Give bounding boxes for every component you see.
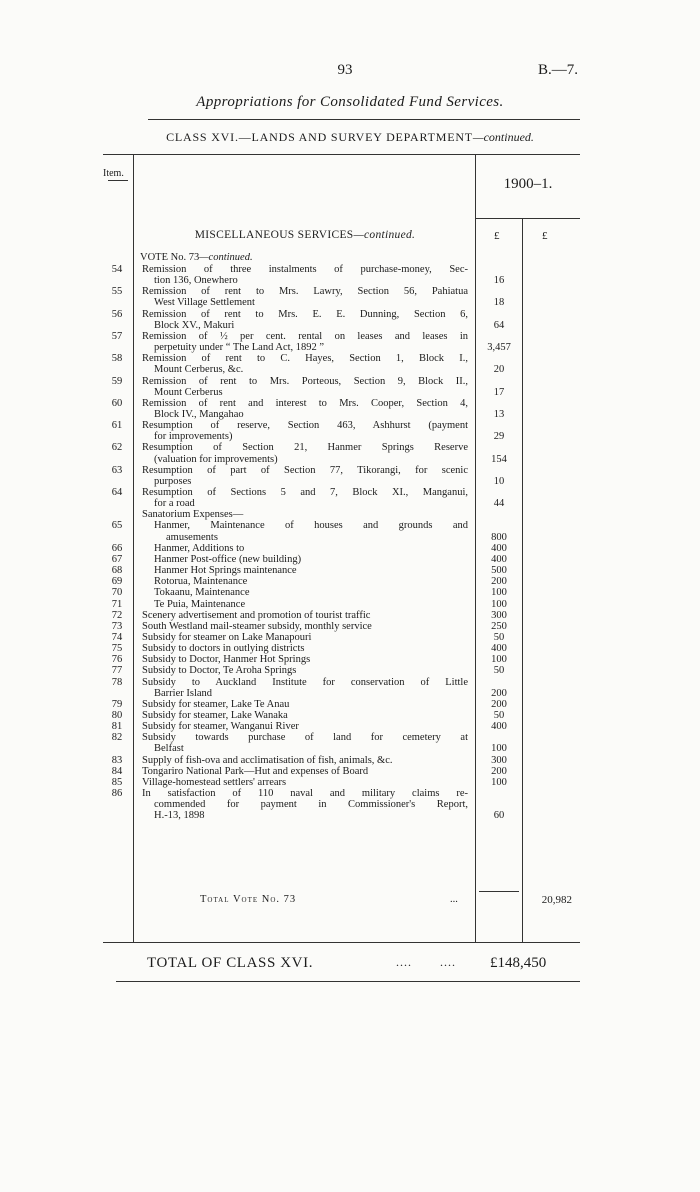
item-number: 76 <box>111 654 123 666</box>
item-number: 61 <box>111 420 123 432</box>
item-number: 79 <box>111 698 123 710</box>
vote-suffix: —continued. <box>199 252 253 263</box>
item-number: 57 <box>111 330 123 342</box>
item-description: Subsidy to Doctor, Te Aroha Springs <box>142 665 297 677</box>
class-title-suffix: —continued. <box>472 130 534 144</box>
item-description: (valuation for improvements) <box>154 453 278 465</box>
item-description: Block IV., Mangahao <box>154 408 244 420</box>
item-description: Subsidy for steamer, Lake Te Anau <box>142 698 290 710</box>
item-amount: 400 <box>491 542 507 554</box>
table-top-rule <box>103 154 580 155</box>
item-description: Resumption of part of Section 77, Tikorangi, for scenic <box>142 464 468 476</box>
item-description: Subsidy to Auckland Institute for conservation of Little <box>142 676 468 688</box>
item-amount: 400 <box>491 553 507 565</box>
item-description: Resumption of Sections 5 and 7, Block XI., Manganui, <box>142 487 468 498</box>
item-description: Hanmer, Maintenance of houses and grounds and <box>154 520 468 532</box>
total-vote-label: Total Vote No. 73 <box>200 894 297 905</box>
item-amount: 50 <box>493 665 505 677</box>
item-description: In satisfaction of 110 naval and military claims re- <box>142 788 468 800</box>
item-number: 75 <box>111 643 123 655</box>
item-column-header: Item. <box>103 168 124 179</box>
vote-label: VOTE No. 73 <box>140 252 200 263</box>
total-vote-value: 20,982 <box>541 894 572 906</box>
item-description: for improvements) <box>154 431 233 443</box>
desc-column-divider <box>475 154 476 942</box>
item-number: 66 <box>111 542 123 554</box>
class-title-main: CLASS XVI.—LANDS AND SURVEY DEPARTMENT <box>166 130 473 144</box>
item-number: 78 <box>111 676 123 688</box>
item-amount: 10 <box>493 475 505 487</box>
item-amount: 300 <box>491 609 507 621</box>
item-description: purposes <box>154 475 192 487</box>
item-number: 77 <box>111 665 123 677</box>
item-amount: 250 <box>491 620 507 632</box>
item-number: 68 <box>111 565 123 577</box>
item-description: Subsidy to Doctor, Hanmer Hot Springs <box>142 654 311 666</box>
item-number: 54 <box>111 264 123 275</box>
item-description: for a road <box>154 498 195 510</box>
item-number: 63 <box>111 464 123 476</box>
item-description: Subsidy for steamer, Lake Wanaka <box>142 710 288 721</box>
item-description: tion 136, Onewhero <box>154 275 238 287</box>
item-description: Sanatorium Expenses— <box>142 509 244 521</box>
item-description: Village-homestead settlers' arrears <box>142 776 287 788</box>
item-number: 81 <box>111 721 123 733</box>
class-total-label: TOTAL OF CLASS XVI. <box>147 955 314 971</box>
item-number: 84 <box>111 765 123 777</box>
item-description: Mount Cerberus, &c. <box>154 364 244 376</box>
item-number: 69 <box>111 576 123 588</box>
item-amount: 3,457 <box>487 342 511 354</box>
item-description: Belfast <box>154 743 184 755</box>
item-amount: 16 <box>493 275 505 287</box>
item-amount: 44 <box>493 498 505 510</box>
item-amount: 18 <box>493 297 505 309</box>
item-amount: 800 <box>491 531 507 543</box>
section-title <box>140 229 470 241</box>
item-description: perpetuity under “ The Land Act, 1892 ” <box>154 342 325 354</box>
item-description: Hanmer Post-office (new building) <box>154 553 302 565</box>
item-number: 80 <box>111 710 123 721</box>
item-amount: 200 <box>491 576 507 588</box>
subtotal-rule <box>479 891 519 892</box>
item-description: South Westland mail-steamer subsidy, monthly service <box>142 620 372 632</box>
title-rule <box>148 119 580 120</box>
item-description: Rotorua, Maintenance <box>154 576 248 588</box>
item-amount: 50 <box>493 710 505 721</box>
item-amount: 200 <box>491 765 507 777</box>
item-amount: 29 <box>493 431 505 443</box>
item-description: Remission of rent to Mrs. Porteous, Section 9, Block II., <box>142 375 468 387</box>
page-bottom-rule <box>116 981 580 982</box>
item-description: Tokaanu, Maintenance <box>154 587 250 599</box>
item-description: Remission of ½ per cent. rental on leases and leases in <box>142 330 468 342</box>
item-header-rule <box>108 180 128 181</box>
item-description: Subsidy for steamer, Wanganui River <box>142 721 299 733</box>
currency-header-1: £ <box>494 230 500 242</box>
item-number: 59 <box>111 375 123 387</box>
item-number: 65 <box>111 520 123 532</box>
item-amount: 154 <box>491 453 507 465</box>
item-amount: 100 <box>491 654 507 666</box>
amount-column-divider <box>522 218 523 942</box>
item-description: Subsidy towards purchase of land for cemetery at <box>142 732 468 744</box>
section-title-main: MISCELLANEOUS SERVICES <box>194 229 354 241</box>
item-description: Subsidy for steamer on Lake Manapouri <box>142 631 312 643</box>
item-number: 67 <box>111 553 123 565</box>
item-number: 56 <box>111 308 123 320</box>
item-amount: 100 <box>491 587 507 599</box>
item-number: 86 <box>111 788 123 800</box>
item-description: commended for payment in Commissioner's Report, <box>154 799 468 811</box>
item-description: Remission of rent to Mrs. E. E. Dunning, Section 6, <box>142 308 468 320</box>
page-number: 93 <box>337 62 353 78</box>
item-description: Remission of rent to C. Hayes, Section 1, Block I., <box>142 353 468 365</box>
class-title <box>120 130 580 145</box>
item-number: 73 <box>111 620 123 632</box>
item-column-divider <box>133 154 134 942</box>
item-amount: 50 <box>493 631 505 643</box>
item-description: Scenery advertisement and promotion of tourist traffic <box>142 609 371 621</box>
item-number: 70 <box>111 587 123 599</box>
item-number: 85 <box>111 776 123 788</box>
item-amount: 100 <box>491 776 507 788</box>
item-description: Te Puia, Maintenance <box>154 598 246 610</box>
item-description: Tongariro National Park—Hut and expenses of Board <box>142 765 369 777</box>
item-amount: 400 <box>491 721 507 733</box>
item-number: 58 <box>111 353 123 365</box>
item-number: 62 <box>111 442 123 454</box>
item-description: Resumption of Section 21, Hanmer Springs Reserve <box>142 442 468 454</box>
item-amount: 500 <box>491 565 507 577</box>
item-description: Hanmer Hot Springs maintenance <box>154 565 297 577</box>
item-amount: 13 <box>493 408 505 420</box>
item-amount: 200 <box>491 698 507 710</box>
item-description: West Village Settlement <box>154 297 255 309</box>
item-description: Remission of rent and interest to Mrs. Cooper, Section 4, <box>142 397 468 409</box>
class-total-value: £148,450 <box>490 955 547 971</box>
item-number: 82 <box>111 732 123 744</box>
item-amount: 200 <box>491 687 507 699</box>
section-title-suffix: —continued. <box>353 229 416 241</box>
item-amount: 20 <box>493 364 505 376</box>
item-description: Block XV., Makuri <box>154 319 235 331</box>
class-total-leader: .... .... <box>396 955 456 969</box>
item-amount: 300 <box>491 754 507 766</box>
item-description: Subsidy to doctors in outlying districts <box>142 643 305 655</box>
item-amount: 100 <box>491 598 507 610</box>
item-description: Hanmer, Additions to <box>154 542 245 554</box>
item-number: 71 <box>111 598 123 610</box>
page-title: Appropriations for Consolidated Fund Services. <box>196 94 504 110</box>
item-amount: 400 <box>491 643 507 655</box>
item-number: 72 <box>111 609 123 621</box>
item-number: 64 <box>111 487 123 498</box>
item-amount: 17 <box>493 386 505 398</box>
table-bottom-rule <box>103 942 580 943</box>
item-number: 83 <box>111 754 123 766</box>
item-description: Supply of fish-ova and acclimatisation of fish, animals, &c. <box>142 754 393 766</box>
vote-heading <box>140 252 253 263</box>
year-column-header: 1900–1. <box>503 176 553 192</box>
item-number: 55 <box>111 286 123 298</box>
currency-header-2: £ <box>542 230 548 242</box>
item-description: amusements <box>166 531 218 543</box>
year-header-rule <box>475 218 580 219</box>
item-description: Remission of rent to Mrs. Lawry, Section 56, Pahiatua <box>142 286 468 298</box>
item-amount: 100 <box>491 743 507 755</box>
item-description: Resumption of reserve, Section 463, Ashhurst (payment <box>142 420 468 432</box>
total-vote-leader: ... <box>450 894 458 905</box>
item-description: Mount Cerberus <box>154 386 223 398</box>
item-number: 60 <box>111 397 123 409</box>
item-amount: 60 <box>493 810 505 822</box>
item-description: Remission of three instalments of purchase-money, Sec- <box>142 264 468 275</box>
item-number: 74 <box>111 631 123 643</box>
item-description: Barrier Island <box>154 687 213 699</box>
document-code: B.—7. <box>538 62 579 78</box>
item-amount: 64 <box>493 319 505 331</box>
item-description: H.-13, 1898 <box>154 810 205 822</box>
